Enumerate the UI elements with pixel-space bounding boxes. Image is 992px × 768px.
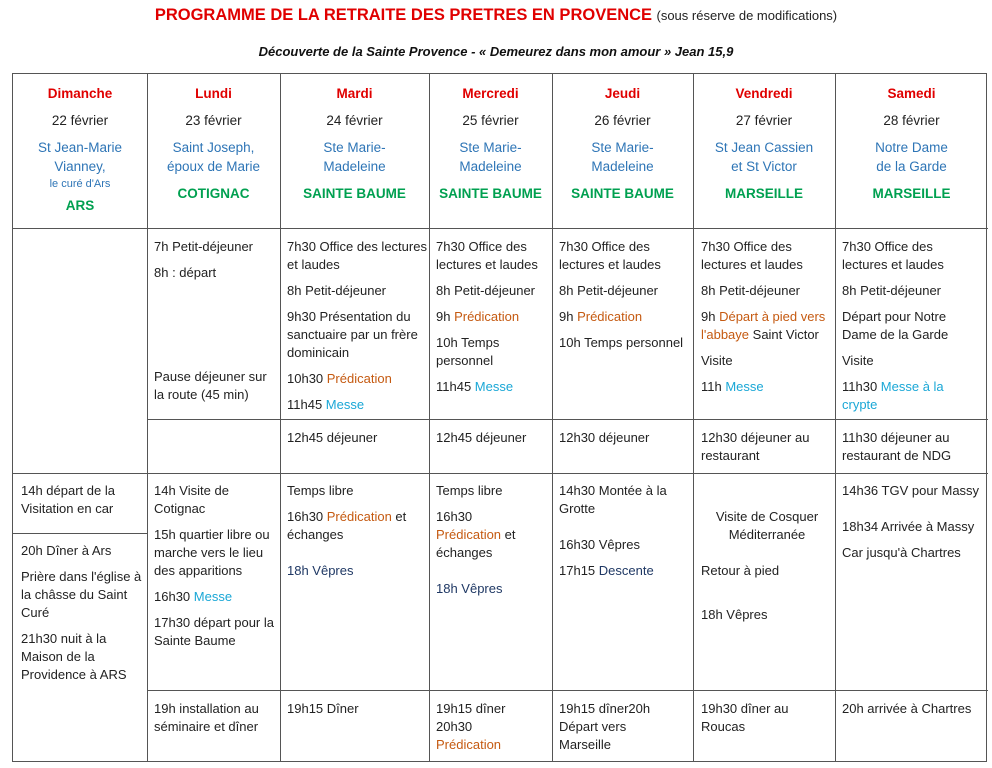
schedule-entry — [287, 370, 427, 388]
day-place: SAINTE BAUME — [303, 186, 406, 201]
morning-mardi — [287, 238, 427, 422]
schedule-entry — [436, 378, 550, 396]
schedule-entry: Visite — [701, 353, 733, 368]
morning-samedi — [842, 238, 980, 422]
evening-vendredi: 19h30 dîner au Roucas — [701, 701, 789, 734]
day-date: 22 février — [51, 113, 109, 128]
entry-time: 11h45 — [287, 397, 326, 412]
schedule-entry: 8h Petit-déjeuner — [701, 283, 801, 298]
schedule-entry — [842, 378, 980, 414]
schedule-entry — [287, 396, 427, 414]
day-saint: Notre Dame de la Garde — [875, 140, 948, 174]
entry-text: et échanges — [287, 509, 407, 542]
day-name: Dimanche — [47, 86, 113, 101]
morning-lundi — [154, 238, 278, 290]
evening-mardi: 19h15 Dîner — [287, 701, 359, 716]
schedule-entry: Temps libre — [436, 483, 503, 498]
day-saint-note: le curé d'Ars — [49, 178, 111, 190]
schedule-entry: 7h30 Office des lectures et laudes — [287, 239, 427, 272]
day-name: Jeudi — [604, 86, 641, 101]
day-place: SAINTE BAUME — [571, 186, 674, 201]
schedule-entry: 7h30 Office des lectures et laudes — [701, 239, 803, 272]
predication-label: Prédication — [454, 309, 520, 324]
entry-time: 10h30 — [287, 371, 327, 386]
entry-text: Saint Victor — [749, 327, 819, 342]
schedule-entry — [154, 588, 278, 606]
day-saint: St Jean Cassien et St Victor — [714, 140, 814, 174]
predication-label: Prédication — [326, 371, 392, 386]
day-name: Mercredi — [462, 86, 519, 101]
day-saint: St Jean-Marie Vianney, — [37, 140, 123, 174]
afternoon-lundi — [154, 482, 278, 658]
day-place: ARS — [65, 198, 95, 213]
schedule-entry: 9h30 Présentation du sanctuaire par un frère dominicain — [287, 309, 418, 360]
page-subtitle: Découverte de la Sainte Provence - « Demeurez dans mon amour » Jean 15,9 — [258, 44, 734, 59]
lunch-jeudi: 12h30 déjeuner — [559, 430, 650, 445]
schedule-entry: Retour à pied — [701, 563, 780, 578]
row-divider — [13, 533, 147, 534]
day-date: 27 février — [735, 113, 793, 128]
day-date: 26 février — [594, 113, 651, 128]
evening-samedi: 20h arrivée à Chartres — [842, 701, 972, 716]
afternoon-vendredi — [701, 508, 833, 632]
schedule-entry: 18h34 Arrivée à Massy — [842, 519, 975, 534]
day-place: SAINTE BAUME — [439, 186, 542, 201]
day-place: MARSEILLE — [724, 186, 803, 201]
entry-time: 9h — [559, 309, 578, 324]
entry-time: 16h30 — [436, 509, 473, 524]
predication-label: Prédication — [436, 737, 502, 752]
afternoon-dimanche-bottom — [21, 542, 143, 692]
schedule-entry — [701, 308, 833, 344]
schedule-entry: 14h30 Montée à la Grotte — [559, 483, 667, 516]
entry-time: 11h45 — [436, 379, 475, 394]
schedule-entry: 18h Vêpres — [701, 607, 768, 622]
schedule-entry — [436, 526, 550, 562]
afternoon-jeudi — [559, 482, 689, 588]
morning-vendredi — [701, 238, 833, 404]
title-note: (sous réserve de modifications) — [656, 8, 838, 23]
schedule-entry: 14h36 TGV pour Massy — [842, 483, 980, 498]
messe-label: Messe — [325, 397, 365, 412]
schedule-entry: 16h30 Vêpres — [559, 537, 640, 552]
day-date: 25 février — [462, 113, 519, 128]
header-jeudi — [552, 84, 693, 203]
predication-label: Prédication — [577, 309, 643, 324]
schedule-table — [12, 73, 987, 762]
day-saint: Ste Marie-Madeleine — [591, 140, 654, 174]
schedule-entry: 8h : départ — [154, 265, 217, 280]
schedule-entry: Car jusqu'à Chartres — [842, 545, 961, 560]
day-date: 28 février — [883, 113, 940, 128]
schedule-entry: 14h Visite de Cotignac — [154, 483, 229, 516]
evening-lundi: 19h installation au séminaire et dîner — [154, 701, 259, 734]
afternoon-mardi — [287, 482, 427, 588]
schedule-entry: 8h Petit-déjeuner — [559, 283, 659, 298]
lunch-samedi: 11h30 déjeuner au restaurant de NDG — [842, 430, 952, 463]
header-lundi — [147, 84, 280, 203]
header-dimanche — [13, 84, 147, 215]
afternoon-samedi — [842, 482, 980, 570]
schedule-entry: 21h30 nuit à la Maison de la Providence à ARS — [21, 631, 127, 682]
schedule-entry: 19h15 dîner — [436, 701, 506, 716]
vepres-entry: 18h Vêpres — [436, 581, 503, 596]
lunch-mercredi: 12h45 déjeuner — [436, 430, 527, 445]
schedule-entry: 20h30 — [436, 719, 473, 734]
evening-jeudi: 19h15 dîner20h Départ vers Marseille — [559, 701, 651, 752]
messe-label: Messe — [725, 379, 764, 394]
title-main: PROGRAMME DE LA RETRAITE DES PRETRES EN PROVENCE — [154, 6, 653, 24]
afternoon-mercredi — [436, 482, 550, 606]
schedule-entry: Prière dans l'église à la châsse du Saint Curé — [21, 569, 142, 620]
schedule-entry: 7h30 Office des lectures et laudes — [842, 239, 944, 272]
page-title — [0, 6, 992, 25]
entry-time: 11h — [701, 379, 726, 394]
schedule-entry — [559, 308, 689, 326]
predication-label: Prédication — [436, 527, 502, 542]
schedule-entry — [436, 508, 550, 526]
schedule-entry — [436, 308, 550, 326]
day-place: MARSEILLE — [872, 186, 951, 201]
schedule-entry: Temps libre — [287, 483, 354, 498]
schedule-entry — [287, 508, 427, 544]
header-vendredi — [693, 84, 835, 203]
predication-label: Départ à pied vers l'abbaye — [701, 309, 826, 342]
morning-jeudi — [559, 238, 689, 360]
row-divider — [147, 690, 988, 691]
schedule-entry: Pause déjeuner sur la route (45 min) — [154, 369, 267, 402]
morning-lundi-pause — [154, 368, 278, 412]
schedule-entry: 15h quartier libre ou marche vers le lieu des apparitions — [154, 527, 270, 578]
afternoon-dimanche-top: 14h départ de la Visitation en car — [21, 483, 115, 516]
day-name: Vendredi — [735, 86, 793, 101]
day-name: Mardi — [336, 86, 373, 101]
descente-label: Descente — [598, 563, 654, 578]
day-place: COTIGNAC — [177, 186, 250, 201]
schedule-entry: 7h Petit-déjeuner — [154, 239, 254, 254]
day-date: 23 février — [185, 113, 242, 128]
day-saint: Saint Joseph, époux de Marie — [166, 140, 261, 174]
entry-time: 11h30 — [842, 379, 881, 394]
predication-label: Prédication — [326, 509, 392, 524]
day-date: 24 février — [326, 113, 383, 128]
row-divider — [13, 228, 988, 229]
schedule-entry: 8h Petit-déjeuner — [436, 283, 536, 298]
schedule-entry: Visite de Cosquer Méditerranée — [715, 509, 819, 542]
schedule-entry: 10h Temps personnel — [559, 335, 684, 350]
messe-label: Messe — [474, 379, 514, 394]
day-saint: Ste Marie-Madeleine — [323, 140, 386, 174]
schedule-entry: 8h Petit-déjeuner — [287, 283, 387, 298]
lunch-vendredi: 12h30 déjeuner au restaurant — [701, 430, 810, 463]
schedule-entry: 20h Dîner à Ars — [21, 543, 112, 558]
schedule-entry: 7h30 Office des lectures et laudes — [559, 239, 661, 272]
vepres-entry: 18h Vêpres — [287, 563, 354, 578]
messe-label: Messe à la crypte — [842, 379, 944, 412]
entry-time: 16h30 — [287, 509, 327, 524]
header-mardi — [280, 84, 429, 203]
schedule-entry: 8h Petit-déjeuner — [842, 283, 942, 298]
day-name: Samedi — [887, 86, 936, 101]
entry-time: 16h30 — [154, 589, 194, 604]
day-name: Lundi — [195, 86, 232, 101]
evening-mercredi — [436, 700, 550, 754]
lunch-mardi: 12h45 déjeuner — [287, 430, 378, 445]
schedule-entry: 10h Temps personnel — [436, 335, 500, 368]
schedule-entry — [701, 378, 833, 396]
schedule-entry: Visite — [842, 353, 874, 368]
header-samedi — [835, 84, 988, 203]
entry-time: 17h15 — [559, 563, 599, 578]
schedule-entry: 7h30 Office des lectures et laudes — [436, 239, 538, 272]
entry-text: et échanges — [436, 527, 516, 560]
messe-label: Messe — [193, 589, 233, 604]
entry-time: 9h — [701, 309, 720, 324]
schedule-entry: 17h30 départ pour la Sainte Baume — [154, 615, 274, 648]
header-mercredi — [429, 84, 552, 203]
entry-time: 9h — [436, 309, 455, 324]
day-saint: Ste Marie-Madeleine — [459, 140, 522, 174]
schedule-entry: Départ pour Notre Dame de la Garde — [842, 309, 949, 342]
row-divider — [13, 473, 988, 474]
morning-mercredi — [436, 238, 550, 404]
schedule-entry — [559, 562, 689, 580]
